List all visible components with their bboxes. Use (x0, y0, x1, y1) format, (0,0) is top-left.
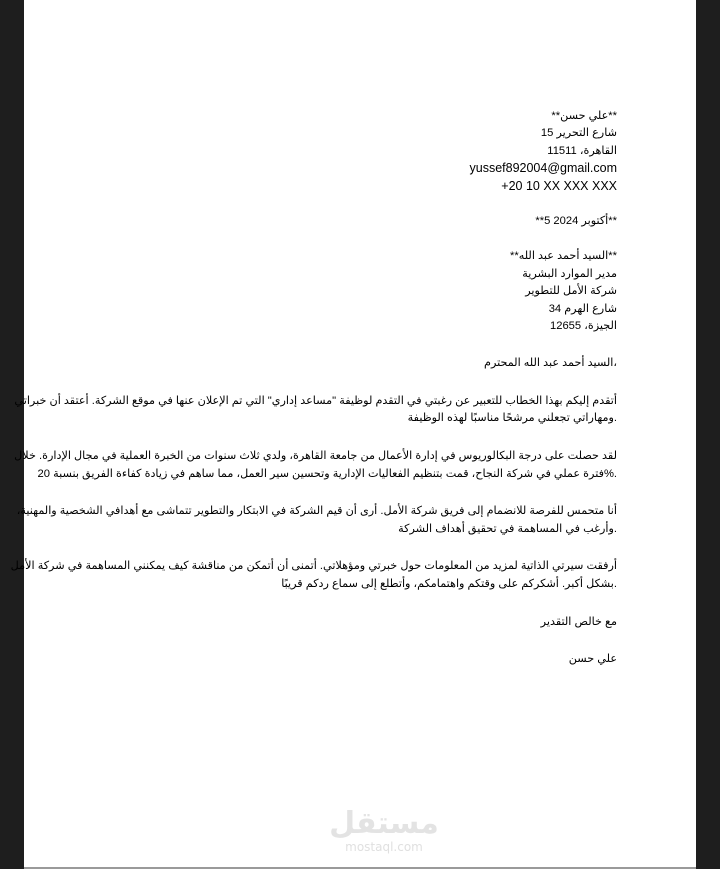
recipient-street: شارع الهرم 34 (548, 302, 617, 315)
spacer (103, 538, 617, 558)
spacer (103, 594, 617, 614)
sender-block (103, 108, 617, 195)
spacer (103, 195, 617, 213)
sender-street: شارع التحرير 15 (540, 127, 617, 140)
paragraph-line: .ومهاراتي تجعلني مرشحًا مناسبًا لهذه الوظيفة (407, 412, 617, 425)
watermark-logo: مستقل (329, 806, 439, 841)
paragraph-line: .وأرغب في المساهمة في تحقيق أهداف الشركة (398, 522, 617, 535)
closing: مع خالص التقدير (540, 615, 617, 628)
recipient-name: **السيد أحمد عبد الله** (510, 250, 617, 263)
paragraph-1 (14, 393, 617, 428)
recipient-company: شركة الأمل للتطوير (525, 285, 617, 298)
paragraph-line: أتقدم إليكم بهذا الخطاب للتعبير عن رغبتي في التقدم لوظيفة "مساعد إداري" التي تم الإعلان عنها في موقع الشركة. أعتقد أن خبراتي (14, 394, 617, 407)
spacer (103, 428, 617, 448)
spacer (103, 335, 617, 355)
paragraph-line: .بشكل أكبر. أشكركم على وقتكم واهتمامكم، وأتطلع إلى سماع ردكم قريبًا (281, 578, 617, 591)
recipient-title: مدير الموارد البشرية (522, 267, 617, 280)
signature: علي حسن (568, 653, 617, 666)
spacer (103, 631, 617, 651)
letter-content (10, 108, 617, 668)
paragraph-3 (16, 503, 617, 538)
paragraph-line: أنا متحمس للفرصة للانضمام إلى فريق شركة الأمل. أرى أن قيم الشركة في الابتكار والتطوير تتماشى مع أهدافي الشخصية والمهنية، (16, 505, 617, 518)
sender-name: **علي حسن** (551, 110, 617, 122)
paragraph-line: أرفقت سيرتي الذاتية لمزيد من المعلومات حول خبرتي ومؤهلاتي. أتمنى أن أتمكن من مناقشة كيف يمكنني المساهمة في شركة الأمل (10, 560, 617, 573)
recipient-city: الجيزة، 12655 (550, 320, 617, 333)
spacer (103, 230, 617, 248)
spacer (103, 483, 617, 503)
paragraph-2 (14, 448, 617, 483)
document-page (10, 0, 696, 869)
sender-city: القاهرة، 11511 (547, 144, 617, 157)
mostaql-watermark (316, 808, 452, 854)
recipient-block (103, 248, 617, 335)
paragraph-4 (10, 558, 617, 593)
letter-date: **أكتوبر 2024 5** (535, 215, 617, 228)
sender-email: yussef892004@gmail.com (469, 161, 617, 176)
watermark-domain: mostaql.com (345, 840, 423, 854)
sender-phone: +20 10 XX XXX XXX (501, 178, 617, 193)
paragraph-line: لقد حصلت على درجة البكالوريوس في إدارة الأعمال من جامعة القاهرة، ولدي ثلاث سنوات من الخبرة العملية في مجال الإدارة. خلال (14, 450, 617, 463)
paragraph-line: .%فترة عملي في شركة النجاح، قمت بتنظيم الفعاليات الإدارية وتحسين سير العمل، مما ساهم في زيادة كفاءة الفريق بنسبة 20 (37, 467, 617, 480)
spacer (103, 373, 617, 393)
salutation: ،السيد أحمد عبد الله المحترم (484, 357, 617, 370)
